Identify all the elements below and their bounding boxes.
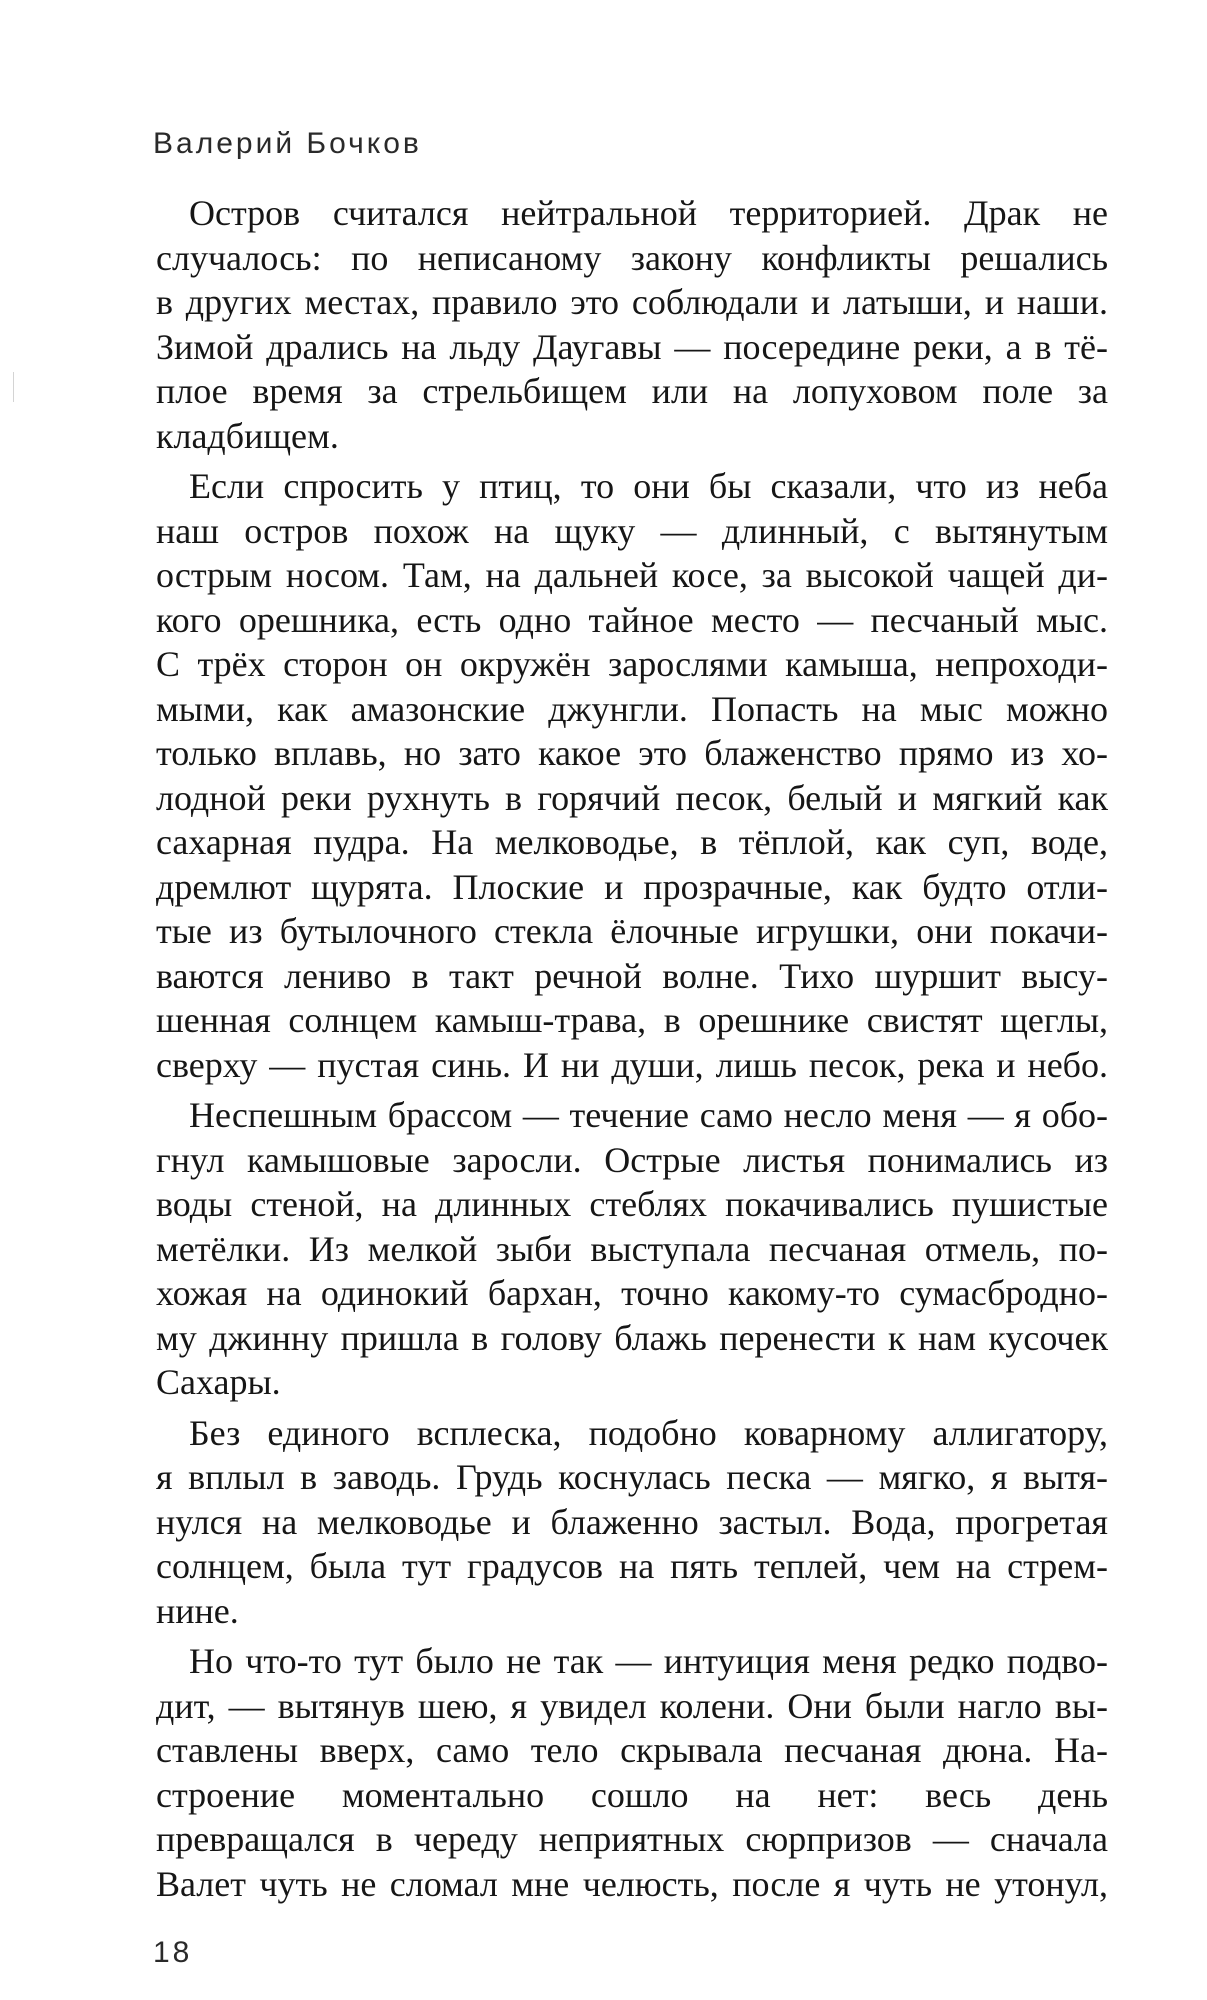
paragraph (156, 1639, 1108, 1906)
text-line: солнцем, была тут градусов на пять теплей, чем на стрем- (156, 1546, 1108, 1586)
paragraph (156, 1411, 1108, 1634)
text-line: мыми, как амазонские джунгли. Попасть на мыс можно (156, 688, 1108, 729)
paragraph (156, 191, 1108, 458)
text-line: му джинну пришла в голову блажь перенести к нам кусочек (156, 1317, 1108, 1358)
text-line: острым носом. Там, на дальней косе, за высокой чащей ди- (156, 555, 1108, 595)
text-line: только вплавь, но зато какое это блаженство прямо из хо- (156, 733, 1108, 773)
text-line: нине. (156, 1590, 239, 1631)
text-line: Неспешным брассом — течение само несло меня — я обо- (189, 1095, 1108, 1135)
text-line: Но что-то тут было не так — интуиция меня редко подво- (189, 1641, 1108, 1681)
text-line: строение моментально сошло на нет: весь день (156, 1774, 1108, 1815)
text-line: метёлки. Из мелкой зыби выступала песчаная отмель, по- (156, 1228, 1108, 1269)
running-header-author: Валерий Бочков (153, 127, 422, 160)
body-text (156, 191, 1108, 1906)
text-line: Сахары. (156, 1362, 281, 1402)
paragraph (156, 1093, 1108, 1405)
text-line: в других местах, правило это соблюдали и латыши, и наши. (156, 282, 1108, 322)
text-line: шенная солнцем камыш-трава, в орешнике свистят щеглы, (156, 1000, 1108, 1040)
text-line: плое время за стрельбищем или на лопуховом поле за (156, 371, 1108, 411)
paragraph (156, 464, 1108, 1087)
text-line: гнул камышовые заросли. Острые листья понимались из (156, 1139, 1108, 1180)
text-line: Без единого всплеска, подобно коварному аллигатору, (189, 1412, 1108, 1453)
text-line: лодной реки рухнуть в горячий песок, белый и мягкий как (156, 777, 1108, 818)
text-line: сахарная пудра. На мелководье, в тёплой, как суп, воде, (156, 822, 1108, 862)
text-line: тые из бутылочного стекла ёлочные игрушки, они покачи- (156, 911, 1108, 951)
text-line: дремлют щурята. Плоские и прозрачные, как будто отли- (156, 866, 1108, 907)
text-line: С трёх сторон он окружён зарослями камыша, непроходи- (156, 644, 1108, 684)
text-line: нулся на мелководье и блаженно застыл. Вода, прогретая (156, 1501, 1108, 1542)
text-line: сверху — пустая синь. И ни души, лишь песок, река и небо. (156, 1044, 1108, 1085)
scan-mark (13, 372, 14, 402)
text-line: ставлены вверх, само тело скрывала песчаная дюна. На- (156, 1730, 1108, 1770)
text-line: я вплыл в заводь. Грудь коснулась песка — мягко, я вытя- (156, 1457, 1108, 1497)
text-line: дит, — вытянув шею, я увидел колени. Они были нагло вы- (156, 1685, 1108, 1726)
text-line: наш остров похож на щуку — длинный, с вытянутым (156, 510, 1108, 551)
text-line: ваются лениво в такт речной волне. Тихо шуршит высу- (156, 955, 1108, 996)
text-line: Если спросить у птиц, то они бы сказали, что из неба (189, 466, 1108, 506)
text-line: случалось: по неписаному закону конфликты решались (156, 237, 1108, 278)
text-line: Остров считался нейтральной территорией. Драк не (189, 193, 1108, 233)
text-line: кого орешника, есть одно тайное место — песчаный мыс. (156, 599, 1108, 640)
page-number: 18 (153, 1936, 193, 1969)
text-line: превращался в череду неприятных сюрпризов — сначала (156, 1819, 1108, 1859)
text-line: воды стеной, на длинных стеблях покачивались пушистые (156, 1184, 1108, 1224)
text-line: Валет чуть не сломал мне челюсть, после я чуть не утонул, (156, 1863, 1108, 1904)
text-line: хожая на одинокий бархан, точно какому-то сумасбродно- (156, 1273, 1108, 1313)
text-line: Зимой дрались на льду Даугавы — посередине реки, а в тё- (156, 326, 1108, 367)
text-line: кладбищем. (156, 415, 339, 456)
